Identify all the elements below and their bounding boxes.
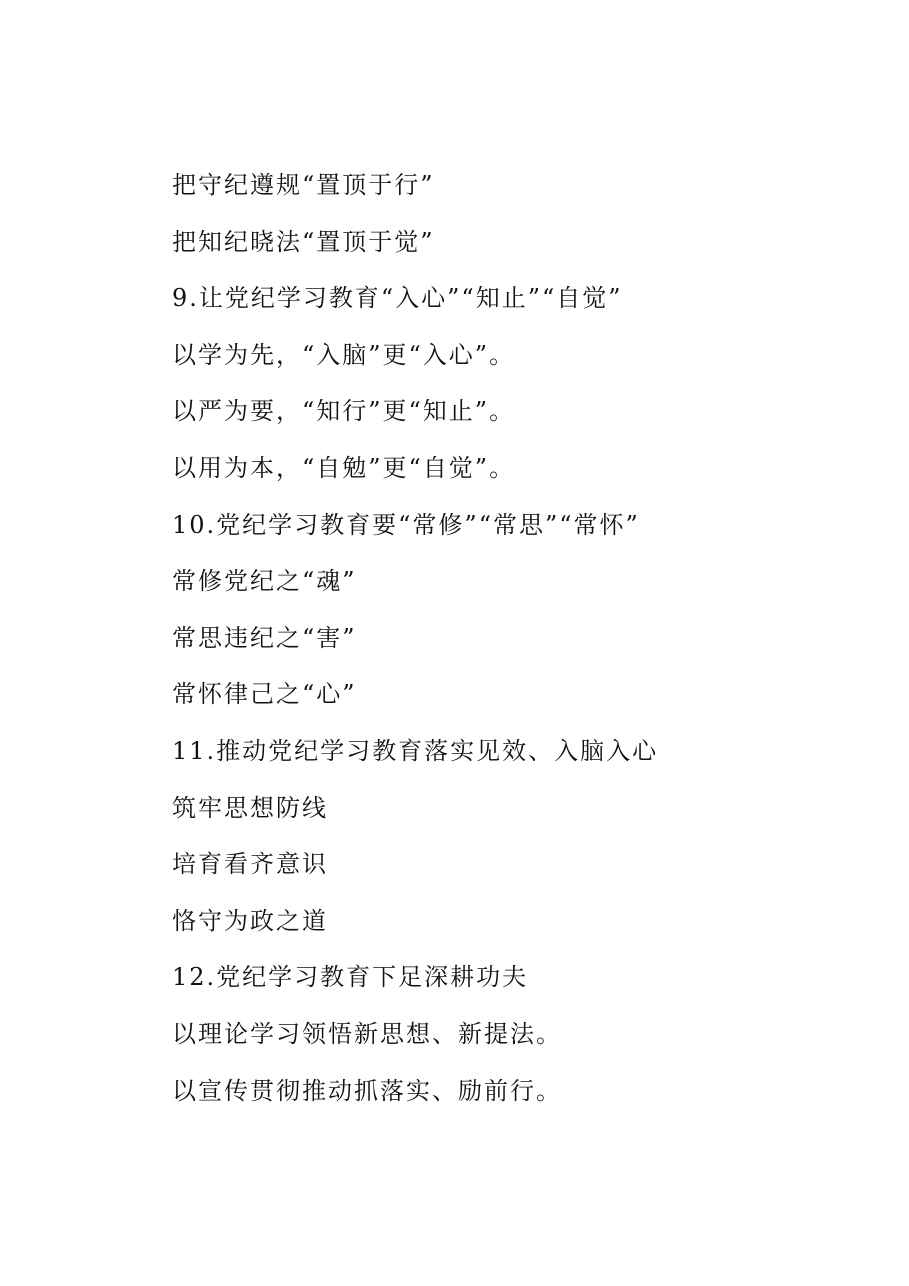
- section-heading: 11.推动党纪学习教育落实见效、入脑入心: [172, 736, 659, 765]
- text-line: 以宣传贯彻推动抓落实、励前行。: [172, 1076, 562, 1105]
- text-line: 把知纪晓法“置顶于觉”: [172, 227, 435, 256]
- text-line: 以用为本，“自勉”更“自觉”。: [172, 453, 516, 482]
- text-line: 以学为先，“入脑”更“入心”。: [172, 340, 516, 369]
- text-line: 培育看齐意识: [172, 850, 328, 879]
- text-line: 把守纪遵规“置顶于行”: [172, 171, 435, 199]
- section-heading: 12.党纪学习教育下足深耕功夫: [172, 963, 529, 992]
- document-body: [172, 163, 872, 1125]
- text-line: 筑牢思想防线: [172, 793, 328, 822]
- text-line: 常修党纪之“魂”: [172, 567, 357, 596]
- text-line: 以理论学习领悟新思想、新提法。: [172, 1019, 562, 1048]
- text-line: 恪守为政之道: [172, 906, 328, 935]
- text-line: 常思违纪之“害”: [172, 623, 357, 652]
- section-heading: 10.党纪学习教育要“常修”“常思”“常怀”: [172, 510, 640, 539]
- text-line: 常怀律己之“心”: [172, 680, 357, 709]
- text-line: 以严为要，“知行”更“知止”。: [172, 397, 516, 426]
- section-heading: 9.让党纪学习教育“入心”“知止”“自觉”: [172, 284, 623, 313]
